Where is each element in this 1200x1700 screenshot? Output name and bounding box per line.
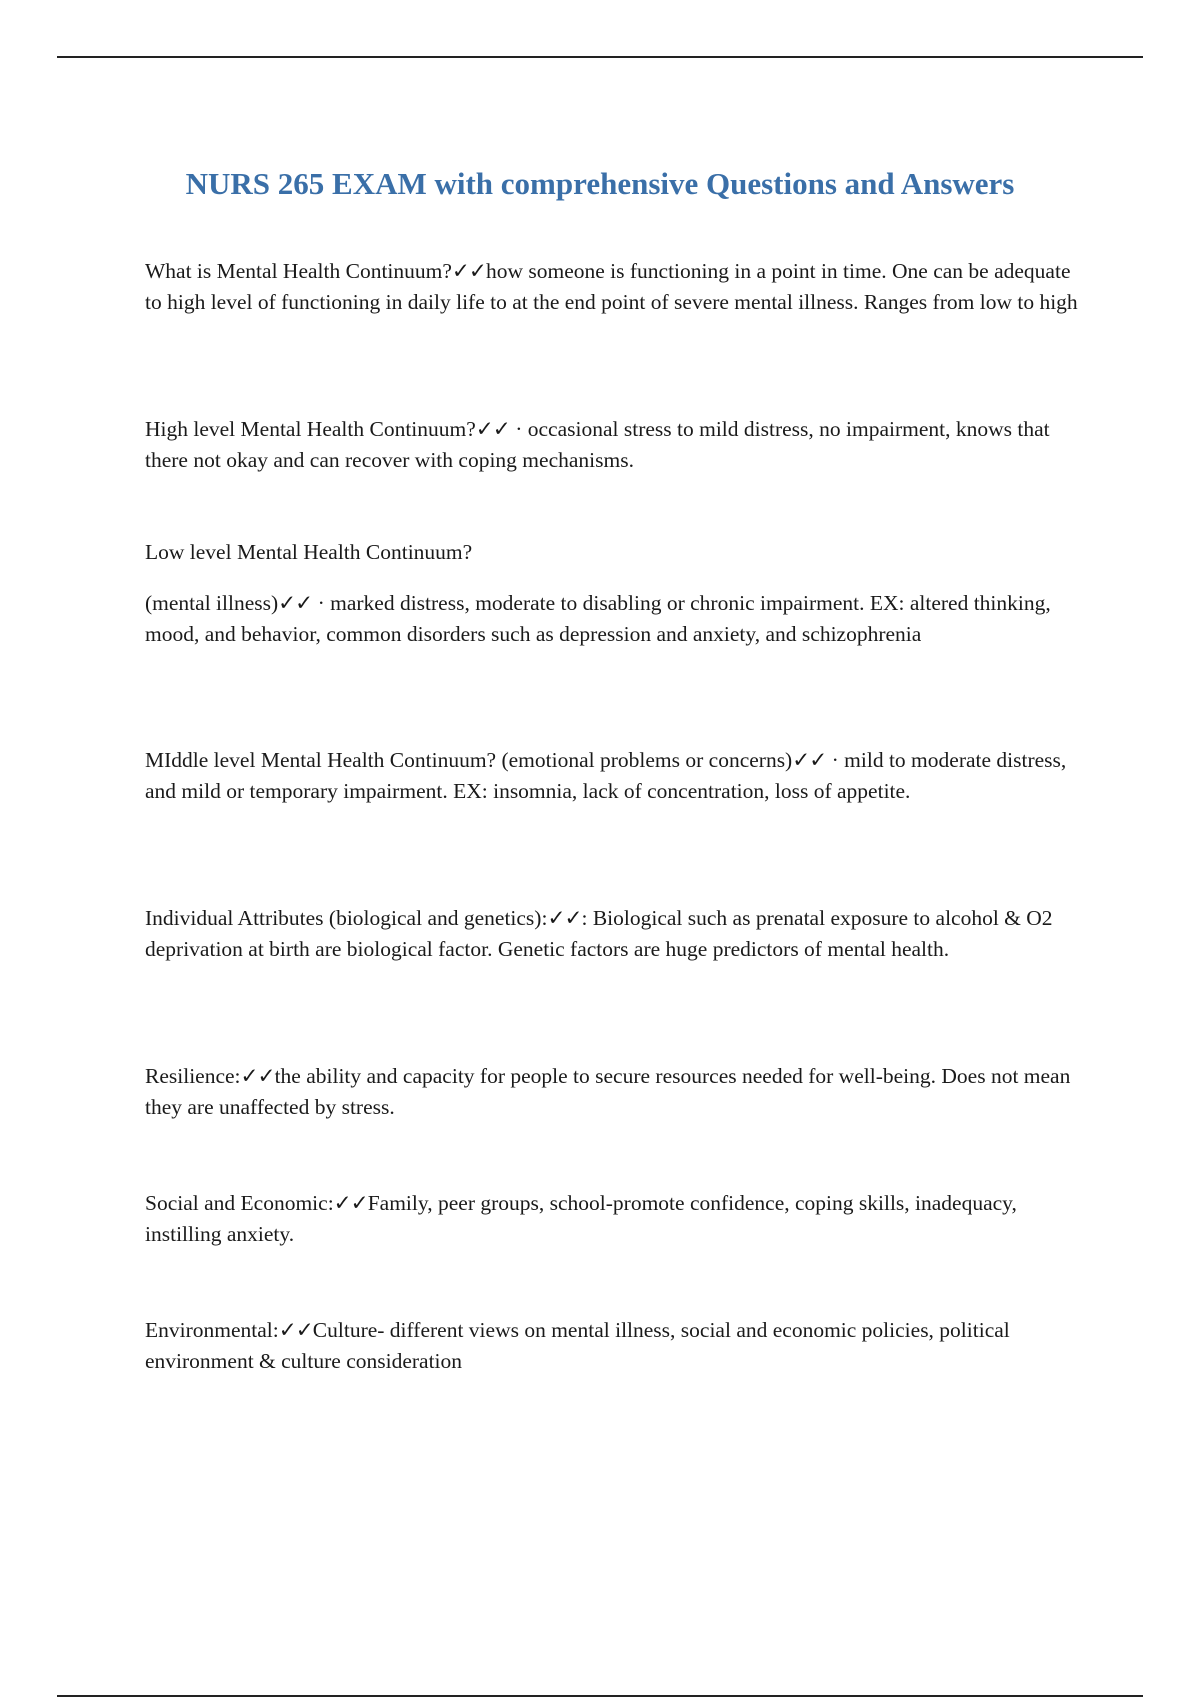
answer-text: · marked distress, moderate to disabling or chronic impairment. EX: altered thinking, mood, and behavior, common disorders such as depression and anxiety, and schizophrenia (145, 591, 1051, 646)
question-text: Individual Attributes (biological and genetics): (145, 906, 548, 930)
qa-item-answer (145, 588, 1085, 649)
question-text: MIddle level Mental Health Continuum? (emotional problems or concerns) (145, 748, 793, 772)
question-text: Environmental: (145, 1318, 279, 1342)
check-icon: ✓✓ (475, 417, 510, 441)
check-icon: ✓✓ (240, 1064, 275, 1088)
question-text: Resilience: (145, 1064, 241, 1088)
answer-prefix: (mental illness) (145, 591, 279, 615)
header-rule (57, 56, 1143, 58)
check-icon: ✓✓ (333, 1191, 368, 1215)
qa-item (145, 903, 1085, 964)
answer-text: Family, peer groups, school-promote confidence, coping skills, inadequacy, instilling anxiety. (145, 1191, 1017, 1246)
answer-text: how someone is functioning in a point in time. One can be adequate to high level of functioning in daily life to at the end point of severe mental illness. Ranges from low to high (145, 259, 1078, 314)
answer-text: Culture- different views on mental illness, social and economic policies, political environment & culture consideration (145, 1318, 1010, 1373)
qa-item (145, 1061, 1085, 1122)
question-text: What is Mental Health Continuum? (145, 259, 452, 283)
qa-item (145, 256, 1085, 317)
answer-text: : Biological such as prenatal exposure to alcohol & O2 deprivation at birth are biological factor. Genetic factors are huge predictors of mental health. (145, 906, 1053, 961)
document-title: NURS 265 EXAM with comprehensive Questions and Answers (185, 166, 1015, 201)
answer-text: the ability and capacity for people to secure resources needed for well-being. Does not mean they are unaffected by stress. (145, 1064, 1071, 1119)
answer-text: · mild to moderate distress, and mild or temporary impairment. EX: insomnia, lack of concentration, loss of appetite. (145, 748, 1067, 803)
check-icon: ✓✓ (792, 748, 827, 772)
question-text: Low level Mental Health Continuum? (145, 540, 473, 564)
check-icon: ✓✓ (278, 591, 313, 615)
question-text: High level Mental Health Continuum? (145, 417, 476, 441)
check-icon: ✓✓ (451, 259, 486, 283)
check-icon: ✓✓ (547, 906, 582, 930)
question-text: Social and Economic: (145, 1191, 334, 1215)
check-icon: ✓✓ (278, 1318, 313, 1342)
qa-item (145, 1315, 1085, 1376)
answer-text: · occasional stress to mild distress, no impairment, knows that there not okay and can recover with coping mechanisms. (145, 417, 1050, 472)
footer-rule (57, 1695, 1143, 1697)
qa-item (145, 414, 1085, 475)
qa-item-question (145, 537, 1085, 568)
qa-item (145, 745, 1085, 806)
qa-item (145, 1188, 1085, 1249)
